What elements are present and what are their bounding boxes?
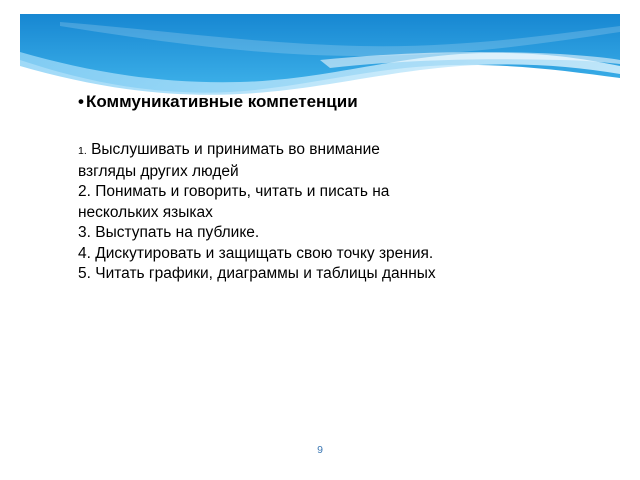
list-item (78, 244, 598, 265)
slide-heading: Коммуникативные компетенции (85, 92, 358, 111)
list-item (78, 182, 448, 223)
list-item-text: Понимать и говорить, читать и писать на нескольких языках (78, 183, 390, 221)
list-item-number: 5. (78, 265, 91, 282)
list-item (78, 223, 598, 244)
list-item-text: Выслушивать и принимать во внимание взгляды других людей (78, 141, 380, 180)
list-item-text: Читать графики, диаграммы и таблицы данных (95, 265, 436, 282)
list-item-number: 2. (78, 183, 91, 200)
list-item (78, 264, 598, 285)
heading-row (78, 92, 598, 112)
bullet-marker: • (78, 92, 84, 111)
content-block (78, 92, 598, 285)
list-item-number: 3. (78, 224, 91, 241)
list-item-number: 1. (78, 145, 87, 157)
list-item-text: Выступать на публике. (95, 224, 260, 241)
page-number: 9 (317, 444, 323, 456)
list-item-number: 4. (78, 244, 91, 262)
list-item-text: Дискутировать и защищать свою точку зрения. (95, 244, 434, 262)
list-item (78, 140, 438, 182)
